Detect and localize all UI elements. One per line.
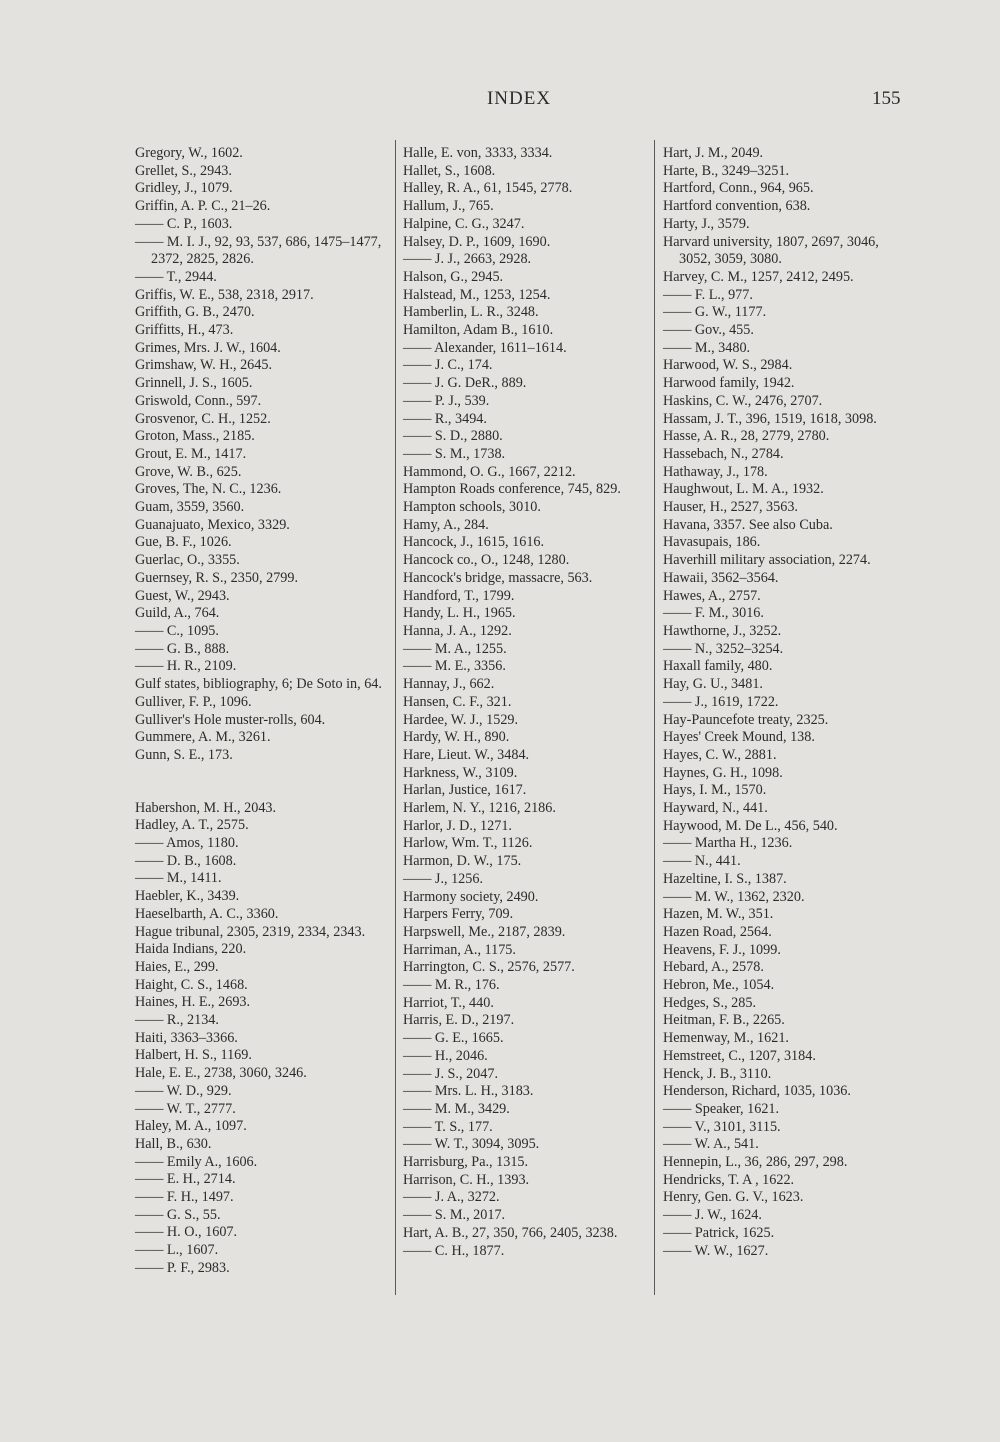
- index-entry: Haywood, M. De L., 456, 540.: [663, 817, 838, 834]
- index-entry: Gue, B. F., 1026.: [135, 534, 232, 551]
- index-entry: Hampton Roads conference, 745, 829.: [403, 481, 621, 498]
- index-entry: Hazen, M. W., 351.: [663, 906, 774, 923]
- index-entry: Harlan, Justice, 1617.: [403, 782, 527, 799]
- index-entry: Harrington, C. S., 2576, 2577.: [403, 959, 575, 976]
- index-entry: Hay-Pauncefote treaty, 2325.: [663, 711, 829, 728]
- index-entry: Halpine, C. G., 3247.: [403, 215, 525, 232]
- index-entry: Hauser, H., 2527, 3563.: [663, 499, 798, 516]
- index-entry: —— P. F., 2983.: [135, 1259, 230, 1276]
- index-entry: —— C., 1095.: [135, 622, 219, 639]
- index-entry: Hazen Road, 2564.: [663, 923, 772, 940]
- index-entry: Hawes, A., 2757.: [663, 587, 761, 604]
- index-entry: Grove, W. B., 625.: [135, 463, 242, 480]
- index-entry: —— M. R., 176.: [403, 977, 500, 994]
- index-entry: —— W. A., 541.: [663, 1136, 759, 1153]
- index-entry: —— T. S., 177.: [403, 1118, 493, 1135]
- index-entry: Haies, E., 299.: [135, 958, 219, 975]
- index-entry: Hamberlin, L. R., 3248.: [403, 304, 539, 321]
- index-entry: Harriman, A., 1175.: [403, 941, 516, 958]
- index-entry: Harwood, W. S., 2984.: [663, 357, 793, 374]
- index-entry: Habershon, M. H., 2043.: [135, 799, 277, 816]
- index-entry: —— L., 1607.: [135, 1242, 219, 1259]
- index-entry: Haynes, G. H., 1098.: [663, 764, 783, 781]
- index-entry: Guanajuato, Mexico, 3329.: [135, 516, 290, 533]
- index-entry: Hendricks, T. A , 1622.: [663, 1171, 795, 1188]
- index-entry: —— H., 2046.: [403, 1047, 488, 1064]
- index-entry: —— R., 3494.: [403, 410, 487, 427]
- index-entry: —— S. M., 2017.: [403, 1207, 506, 1224]
- index-entry: Griffin, A. P. C., 21–26.: [135, 198, 271, 215]
- index-entry: Hawthorne, J., 3252.: [663, 622, 782, 639]
- index-entry: Gunn, S. E., 173.: [135, 746, 233, 763]
- index-entry: —— G. S., 55.: [135, 1206, 221, 1223]
- index-entry: Grimes, Mrs. J. W., 1604.: [135, 339, 281, 356]
- index-entry: —— J. S., 2047.: [403, 1065, 498, 1082]
- index-entry: —— M., 1411.: [135, 870, 222, 887]
- index-entry: Hancock's bridge, massacre, 563.: [403, 569, 593, 586]
- index-entry: Harkness, W., 3109.: [403, 764, 518, 781]
- index-entry: —— W. T., 2777.: [135, 1100, 236, 1117]
- index-entry: —— F. M., 3016.: [663, 605, 764, 622]
- index-entry: —— M. A., 1255.: [403, 640, 507, 657]
- index-entry: Hayes, C. W., 2881.: [663, 746, 777, 763]
- index-entry: —— J. A., 3272.: [403, 1189, 500, 1206]
- index-entry: Guernsey, R. S., 2350, 2799.: [135, 569, 299, 586]
- index-entry: Haines, H. E., 2693.: [135, 994, 251, 1011]
- index-entry: Haughwout, L. M. A., 1932.: [663, 481, 824, 498]
- index-entry: Hardee, W. J., 1529.: [403, 711, 519, 728]
- index-entry: Havasupais, 186.: [663, 534, 761, 551]
- index-entry: Harwood family, 1942.: [663, 375, 795, 392]
- index-entry: Grinnell, J. S., 1605.: [135, 375, 253, 392]
- index-entry: Harriot, T., 440.: [403, 994, 494, 1011]
- index-entry: Grimshaw, W. H., 2645.: [135, 357, 273, 374]
- index-entry: —— G. W., 1177.: [663, 304, 767, 321]
- index-entry: Harlem, N. Y., 1216, 2186.: [403, 800, 556, 817]
- section-gap: [135, 765, 390, 800]
- index-entry: —— Gov., 455.: [663, 322, 754, 339]
- index-entry: Hays, I. M., 1570.: [663, 782, 767, 799]
- index-entry: Hart, A. B., 27, 350, 766, 2405, 3238.: [403, 1224, 618, 1241]
- index-entry: Heavens, F. J., 1099.: [663, 941, 781, 958]
- index-entry: —— V., 3101, 3115.: [663, 1118, 781, 1135]
- index-entry: —— Mrs. L. H., 3183.: [403, 1083, 534, 1100]
- index-entry: —— J., 1256.: [403, 870, 484, 887]
- index-entry: —— P. J., 539.: [403, 392, 490, 409]
- index-entry: —— W. D., 929.: [135, 1082, 232, 1099]
- index-entry: Groves, The, N. C., 1236.: [135, 481, 282, 498]
- index-entry: —— S. M., 1738.: [403, 445, 506, 462]
- index-entry: Harte, B., 3249–3251.: [663, 162, 790, 179]
- index-entry: —— G. B., 888.: [135, 640, 230, 657]
- index-entry: Hannay, J., 662.: [403, 676, 495, 693]
- index-entry: —— F. H., 1497.: [135, 1189, 234, 1206]
- index-entry: Hallet, S., 1608.: [403, 162, 496, 179]
- index-entry: Gridley, J., 1079.: [135, 180, 233, 197]
- index-entry: Hennepin, L., 36, 286, 297, 298.: [663, 1154, 848, 1171]
- index-entry: Haskins, C. W., 2476, 2707.: [663, 392, 823, 409]
- index-entry: Hardy, W. H., 890.: [403, 729, 510, 746]
- index-entry: Griffis, W. E., 538, 2318, 2917.: [135, 286, 314, 303]
- index-entry: Hemstreet, C., 1207, 3184.: [663, 1047, 816, 1064]
- index-entry: Harlow, Wm. T., 1126.: [403, 835, 533, 852]
- index-entry: —— Alexander, 1611–1614.: [403, 339, 567, 356]
- index-entry: Grout, E. M., 1417.: [135, 445, 247, 462]
- index-entry: —— J., 1619, 1722.: [663, 693, 779, 710]
- index-entry: —— M. E., 3356.: [403, 658, 506, 675]
- column-divider: [395, 140, 396, 1295]
- index-entry: —— G. E., 1665.: [403, 1030, 504, 1047]
- index-entry: Handford, T., 1799.: [403, 587, 515, 604]
- index-entry: Hathaway, J., 178.: [663, 463, 768, 480]
- index-entry: Harvey, C. M., 1257, 2412, 2495.: [663, 268, 854, 285]
- index-entry: —— C. H., 1877.: [403, 1242, 505, 1259]
- index-entry: Griffith, G. B., 2470.: [135, 304, 255, 321]
- index-entry: Harmony society, 2490.: [403, 888, 539, 905]
- index-entry: —— Speaker, 1621.: [663, 1100, 780, 1117]
- index-entry: Haverhill military association, 2274.: [663, 552, 871, 569]
- index-entry: —— J. G. DeR., 889.: [403, 375, 527, 392]
- index-column-2: [403, 145, 655, 1260]
- index-entry: Hebard, A., 2578.: [663, 959, 764, 976]
- column-divider: [654, 140, 655, 1295]
- index-entry: —— R., 2134.: [135, 1012, 219, 1029]
- index-entry: Grosvenor, C. H., 1252.: [135, 410, 271, 427]
- index-entry: Guild, A., 764.: [135, 605, 220, 622]
- index-entry: Hemenway, M., 1621.: [663, 1030, 789, 1047]
- index-entry: Haiti, 3363–3366.: [135, 1029, 238, 1046]
- index-entry: Henck, J. B., 3110.: [663, 1065, 772, 1082]
- index-entry: Harty, J., 3579.: [663, 215, 750, 232]
- index-entry: —— N., 3252–3254.: [663, 640, 784, 657]
- index-entry: Gulliver, F. P., 1096.: [135, 693, 252, 710]
- index-entry: —— C. P., 1603.: [135, 215, 233, 232]
- index-entry: Hanna, J. A., 1292.: [403, 622, 512, 639]
- index-entry: Halley, R. A., 61, 1545, 2778.: [403, 180, 573, 197]
- index-entry: Hare, Lieut. W., 3484.: [403, 746, 530, 763]
- index-entry: Hart, J. M., 2049.: [663, 145, 764, 161]
- index-entry: —— E. H., 2714.: [135, 1171, 236, 1188]
- index-entry: Havana, 3357. See also Cuba.: [663, 516, 833, 533]
- index-entry: Halle, E. von, 3333, 3334.: [403, 145, 553, 161]
- index-entry: —— Amos, 1180.: [135, 835, 239, 852]
- index-entry: —— W. T., 3094, 3095.: [403, 1136, 540, 1153]
- index-entry: —— J. W., 1624.: [663, 1207, 762, 1224]
- page-title: INDEX: [486, 88, 552, 109]
- index-entry: Groton, Mass., 2185.: [135, 428, 255, 445]
- index-entry: Griffitts, H., 473.: [135, 322, 234, 339]
- index-entry: —— D. B., 1608.: [135, 852, 237, 869]
- index-entry: Gregory, W., 1602.: [135, 145, 243, 161]
- index-entry: Harris, E. D., 2197.: [403, 1012, 515, 1029]
- index-entry: Harmon, D. W., 175.: [403, 853, 522, 870]
- index-entry: —— H. O., 1607.: [135, 1224, 238, 1241]
- index-entry: Halstead, M., 1253, 1254.: [403, 286, 551, 303]
- index-entry: Guerlac, O., 3355.: [135, 552, 240, 569]
- index-entry: Hale, E. E., 2738, 3060, 3246.: [135, 1065, 307, 1082]
- index-entry: Hamy, A., 284.: [403, 516, 489, 533]
- index-entry: Guam, 3559, 3560.: [135, 499, 245, 516]
- index-entry: Hadley, A. T., 2575.: [135, 817, 249, 834]
- index-entry: —— S. D., 2880.: [403, 428, 503, 445]
- index-entry: Hancock, J., 1615, 1616.: [403, 534, 545, 551]
- index-entry: Handy, L. H., 1965.: [403, 605, 516, 622]
- index-entry: —— Patrick, 1625.: [663, 1224, 775, 1241]
- index-entry: Hartford convention, 638.: [663, 198, 811, 215]
- index-entry: Harpers Ferry, 709.: [403, 906, 514, 923]
- index-entry: Gummere, A. M., 3261.: [135, 729, 271, 746]
- index-entry: Hammond, O. G., 1667, 2212.: [403, 463, 576, 480]
- index-entry: Hassebach, N., 2784.: [663, 445, 784, 462]
- index-entry: Hebron, Me., 1054.: [663, 977, 775, 994]
- index-entry: —— J. J., 2663, 2928.: [403, 251, 532, 268]
- index-entry: Heitman, F. B., 2265.: [663, 1012, 785, 1029]
- index-entry: —— W. W., 1627.: [663, 1242, 769, 1259]
- index-entry: Haebler, K., 3439.: [135, 888, 240, 905]
- index-entry: Henry, Gen. G. V., 1623.: [663, 1189, 804, 1206]
- index-entry: Hamilton, Adam B., 1610.: [403, 322, 554, 339]
- index-entry: —— H. R., 2109.: [135, 658, 237, 675]
- index-entry: Hazeltine, I. S., 1387.: [663, 870, 787, 887]
- index-entry: Hawaii, 3562–3564.: [663, 569, 779, 586]
- index-entry: Hansen, C. F., 321.: [403, 693, 512, 710]
- index-entry: —— M. W., 1362, 2320.: [663, 888, 805, 905]
- index-entry: Harlor, J. D., 1271.: [403, 817, 512, 834]
- index-entry: Halson, G., 2945.: [403, 268, 504, 285]
- index-entry: Harrison, C. H., 1393.: [403, 1171, 530, 1188]
- index-entry: —— Emily A., 1606.: [135, 1153, 258, 1170]
- index-entry: Hay, G. U., 3481.: [663, 676, 763, 693]
- index-entry: Harpswell, Me., 2187, 2839.: [403, 923, 566, 940]
- index-entry: —— T., 2944.: [135, 268, 217, 285]
- index-entry: —— M. M., 3429.: [403, 1100, 510, 1117]
- index-entry: Hampton schools, 3010.: [403, 499, 541, 516]
- index-entry: Halbert, H. S., 1169.: [135, 1047, 252, 1064]
- index-entry: —— M. I. J., 92, 93, 537, 686, 1475–1477, 2372, 2825, 2826.: [135, 233, 382, 268]
- index-entry: Guest, W., 2943.: [135, 587, 230, 604]
- index-column-3: [663, 145, 911, 1260]
- index-entry: Hayes' Creek Mound, 138.: [663, 729, 815, 746]
- page-number: 155: [872, 88, 901, 109]
- index-entry: Haeselbarth, A. C., 3360.: [135, 905, 279, 922]
- index-entry: Hasse, A. R., 28, 2779, 2780.: [663, 428, 830, 445]
- index-column-1: [135, 145, 390, 1278]
- index-entry: Hague tribunal, 2305, 2319, 2334, 2343.: [135, 923, 366, 940]
- index-entry: Gulliver's Hole muster-rolls, 604.: [135, 711, 326, 728]
- index-entry: Gulf states, bibliography, 6; De Soto in, 64.: [135, 676, 382, 693]
- index-entry: Henderson, Richard, 1035, 1036.: [663, 1083, 851, 1100]
- index-entry: Hartford, Conn., 964, 965.: [663, 180, 814, 197]
- index-entry: —— M., 3480.: [663, 339, 751, 356]
- index-entry: —— Martha H., 1236.: [663, 835, 793, 852]
- index-entry: Hayward, N., 441.: [663, 800, 768, 817]
- index-entry: —— N., 441.: [663, 853, 741, 870]
- index-entry: Grellet, S., 2943.: [135, 162, 232, 179]
- index-entry: —— J. C., 174.: [403, 357, 493, 374]
- index-entry: Harvard university, 1807, 2697, 3046, 3052, 3059, 3080.: [663, 233, 879, 268]
- index-entry: Hedges, S., 285.: [663, 994, 757, 1011]
- index-entry: Haight, C. S., 1468.: [135, 976, 248, 993]
- index-entry: Haxall family, 480.: [663, 658, 773, 675]
- index-entry: Harrisburg, Pa., 1315.: [403, 1154, 529, 1171]
- index-entry: Hallum, J., 765.: [403, 198, 494, 215]
- index-entry: Haida Indians, 220.: [135, 941, 247, 958]
- index-entry: Hassam, J. T., 396, 1519, 1618, 3098.: [663, 410, 877, 427]
- index-entry: Haley, M. A., 1097.: [135, 1118, 247, 1135]
- index-entry: —— F. L., 977.: [663, 286, 753, 303]
- index-entry: Hall, B., 630.: [135, 1135, 212, 1152]
- index-entry: Halsey, D. P., 1609, 1690.: [403, 233, 551, 250]
- index-entry: Hancock co., O., 1248, 1280.: [403, 552, 570, 569]
- index-entry: Griswold, Conn., 597.: [135, 392, 262, 409]
